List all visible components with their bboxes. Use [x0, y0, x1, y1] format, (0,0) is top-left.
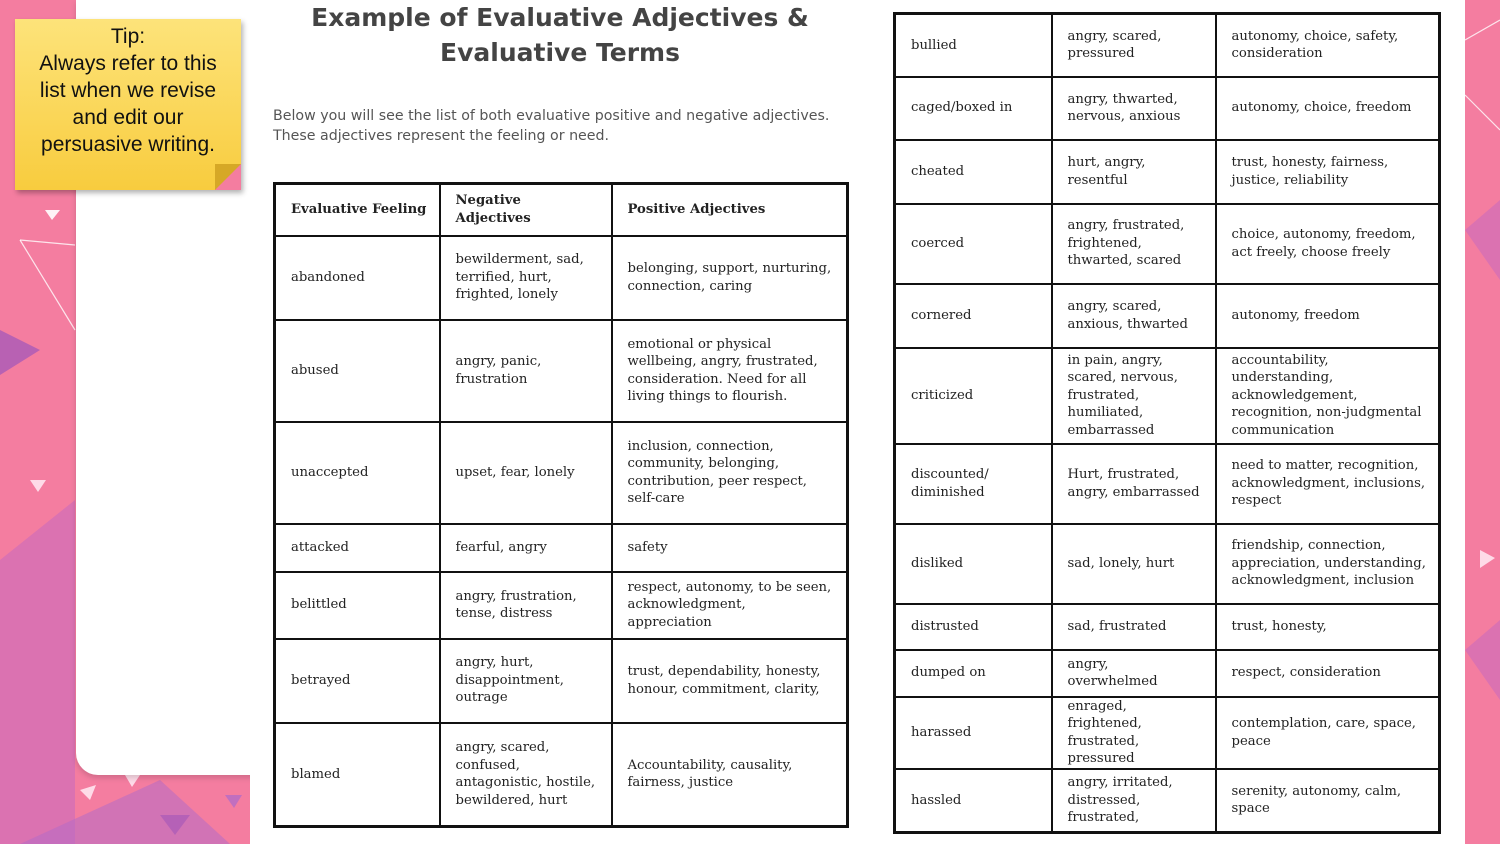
cell-positive: Accountability, causality, fairness, justice — [612, 723, 848, 827]
cell-negative: angry, irritated, distressed, frustrated, — [1052, 769, 1216, 833]
title-line: Evaluative Terms — [440, 38, 680, 67]
table-row — [895, 444, 1440, 524]
cell-feeling: blamed — [275, 723, 440, 827]
cell-positive: need to matter, recognition, acknowledgment, inclusions, respect — [1216, 444, 1440, 524]
table-row — [895, 769, 1440, 833]
table-row — [895, 140, 1440, 204]
cell-positive: serenity, autonomy, calm, space — [1216, 769, 1440, 833]
table-row — [895, 284, 1440, 348]
cell-negative: hurt, angry, resentful — [1052, 140, 1216, 204]
table-row — [275, 524, 848, 572]
table-row — [275, 320, 848, 422]
tip-sticky-note — [15, 19, 241, 190]
table-row — [275, 723, 848, 827]
cell-negative: angry, scared, confused, antagonistic, hostile, bewildered, hurt — [440, 723, 612, 827]
cell-feeling: criticized — [895, 348, 1052, 444]
table-row — [275, 572, 848, 639]
intro-line: Below you will see the list of both evaluative positive and negative adjectives. — [273, 108, 830, 124]
cell-negative: angry, overwhelmed — [1052, 650, 1216, 697]
table-row — [895, 14, 1440, 77]
cell-feeling: abandoned — [275, 236, 440, 320]
table-row — [895, 348, 1440, 444]
cell-feeling: cornered — [895, 284, 1052, 348]
cell-negative: angry, frustration, tense, distress — [440, 572, 612, 639]
cell-positive: safety — [612, 524, 848, 572]
cell-feeling: hassled — [895, 769, 1052, 833]
cell-negative: angry, thwarted, nervous, anxious — [1052, 77, 1216, 140]
tip-line: Tip: — [110, 25, 146, 48]
header-feeling: Evaluative Feeling — [275, 184, 440, 236]
cell-feeling: bullied — [895, 14, 1052, 77]
tip-line: persuasive writing. — [41, 133, 215, 156]
tip-line: and edit our — [72, 106, 184, 129]
cell-negative: angry, scared, pressured — [1052, 14, 1216, 77]
header-negative: Negative Adjectives — [440, 184, 612, 236]
cell-negative: in pain, angry, scared, nervous, frustrated, humiliated, embarrassed — [1052, 348, 1216, 444]
cell-positive: trust, honesty, — [1216, 604, 1440, 650]
cell-feeling: betrayed — [275, 639, 440, 723]
document-intro — [273, 106, 853, 146]
table-row — [275, 639, 848, 723]
intro-line: These adjectives represent the feeling or need. — [273, 128, 610, 144]
cell-positive: autonomy, choice, safety, consideration — [1216, 14, 1440, 77]
cell-negative: upset, fear, lonely — [440, 422, 612, 524]
table-row — [895, 650, 1440, 697]
document-title — [250, 0, 870, 70]
cell-feeling: coerced — [895, 204, 1052, 284]
cell-positive: accountability, understanding, acknowledgement, recognition, non-judgmental communication — [1216, 348, 1440, 444]
cell-positive: inclusion, connection, community, belonging, contribution, peer respect, self-care — [612, 422, 848, 524]
cell-positive: trust, dependability, honesty, honour, commitment, clarity, — [612, 639, 848, 723]
title-line: Example of Evaluative Adjectives & — [311, 3, 809, 32]
cell-negative: angry, panic, frustration — [440, 320, 612, 422]
cell-negative: sad, lonely, hurt — [1052, 524, 1216, 604]
cell-negative: angry, frustrated, frightened, thwarted, scared — [1052, 204, 1216, 284]
cell-positive: contemplation, care, space, peace — [1216, 697, 1440, 769]
cell-feeling: disliked — [895, 524, 1052, 604]
cell-feeling: dumped on — [895, 650, 1052, 697]
document-page — [250, 0, 1465, 844]
table-row — [275, 236, 848, 320]
cell-feeling: cheated — [895, 140, 1052, 204]
cell-feeling: caged/boxed in — [895, 77, 1052, 140]
cell-positive: belonging, support, nurturing, connection, caring — [612, 236, 848, 320]
header-positive: Positive Adjectives — [612, 184, 848, 236]
table-row — [895, 77, 1440, 140]
cell-positive: friendship, connection, appreciation, understanding, acknowledgment, inclusion — [1216, 524, 1440, 604]
cell-negative: bewilderment, sad, terrified, hurt, frighted, lonely — [440, 236, 612, 320]
table-row — [275, 422, 848, 524]
cell-negative: angry, scared, anxious, thwarted — [1052, 284, 1216, 348]
cell-negative: sad, frustrated — [1052, 604, 1216, 650]
cell-feeling: harassed — [895, 697, 1052, 769]
cell-feeling: distrusted — [895, 604, 1052, 650]
table-row — [895, 204, 1440, 284]
cell-negative: Hurt, frustrated, angry, embarrassed — [1052, 444, 1216, 524]
tip-line: Always refer to this — [39, 52, 217, 75]
cell-positive: respect, consideration — [1216, 650, 1440, 697]
cell-feeling: belittled — [275, 572, 440, 639]
cell-negative: angry, hurt, disappointment, outrage — [440, 639, 612, 723]
cell-negative: fearful, angry — [440, 524, 612, 572]
cell-feeling: unaccepted — [275, 422, 440, 524]
cell-feeling: attacked — [275, 524, 440, 572]
note-fold — [215, 164, 241, 190]
cell-positive: respect, autonomy, to be seen, acknowledgment, appreciation — [612, 572, 848, 639]
cell-feeling: discounted/ diminished — [895, 444, 1052, 524]
cell-negative: enraged, frightened, frustrated, pressured — [1052, 697, 1216, 769]
table-row — [895, 524, 1440, 604]
cell-positive: trust, honesty, fairness, justice, reliability — [1216, 140, 1440, 204]
table-row — [895, 604, 1440, 650]
tip-line: list when we revise — [39, 79, 217, 102]
cell-feeling: abused — [275, 320, 440, 422]
cell-positive: choice, autonomy, freedom, act freely, choose freely — [1216, 204, 1440, 284]
adjectives-table-left — [273, 182, 849, 828]
cell-positive: emotional or physical wellbeing, angry, frustrated, consideration. Need for all living things to flourish. — [612, 320, 848, 422]
table-row — [895, 697, 1440, 769]
cell-positive: autonomy, choice, freedom — [1216, 77, 1440, 140]
cell-positive: autonomy, freedom — [1216, 284, 1440, 348]
table-header-row — [275, 184, 848, 236]
adjectives-table-right — [893, 12, 1441, 834]
